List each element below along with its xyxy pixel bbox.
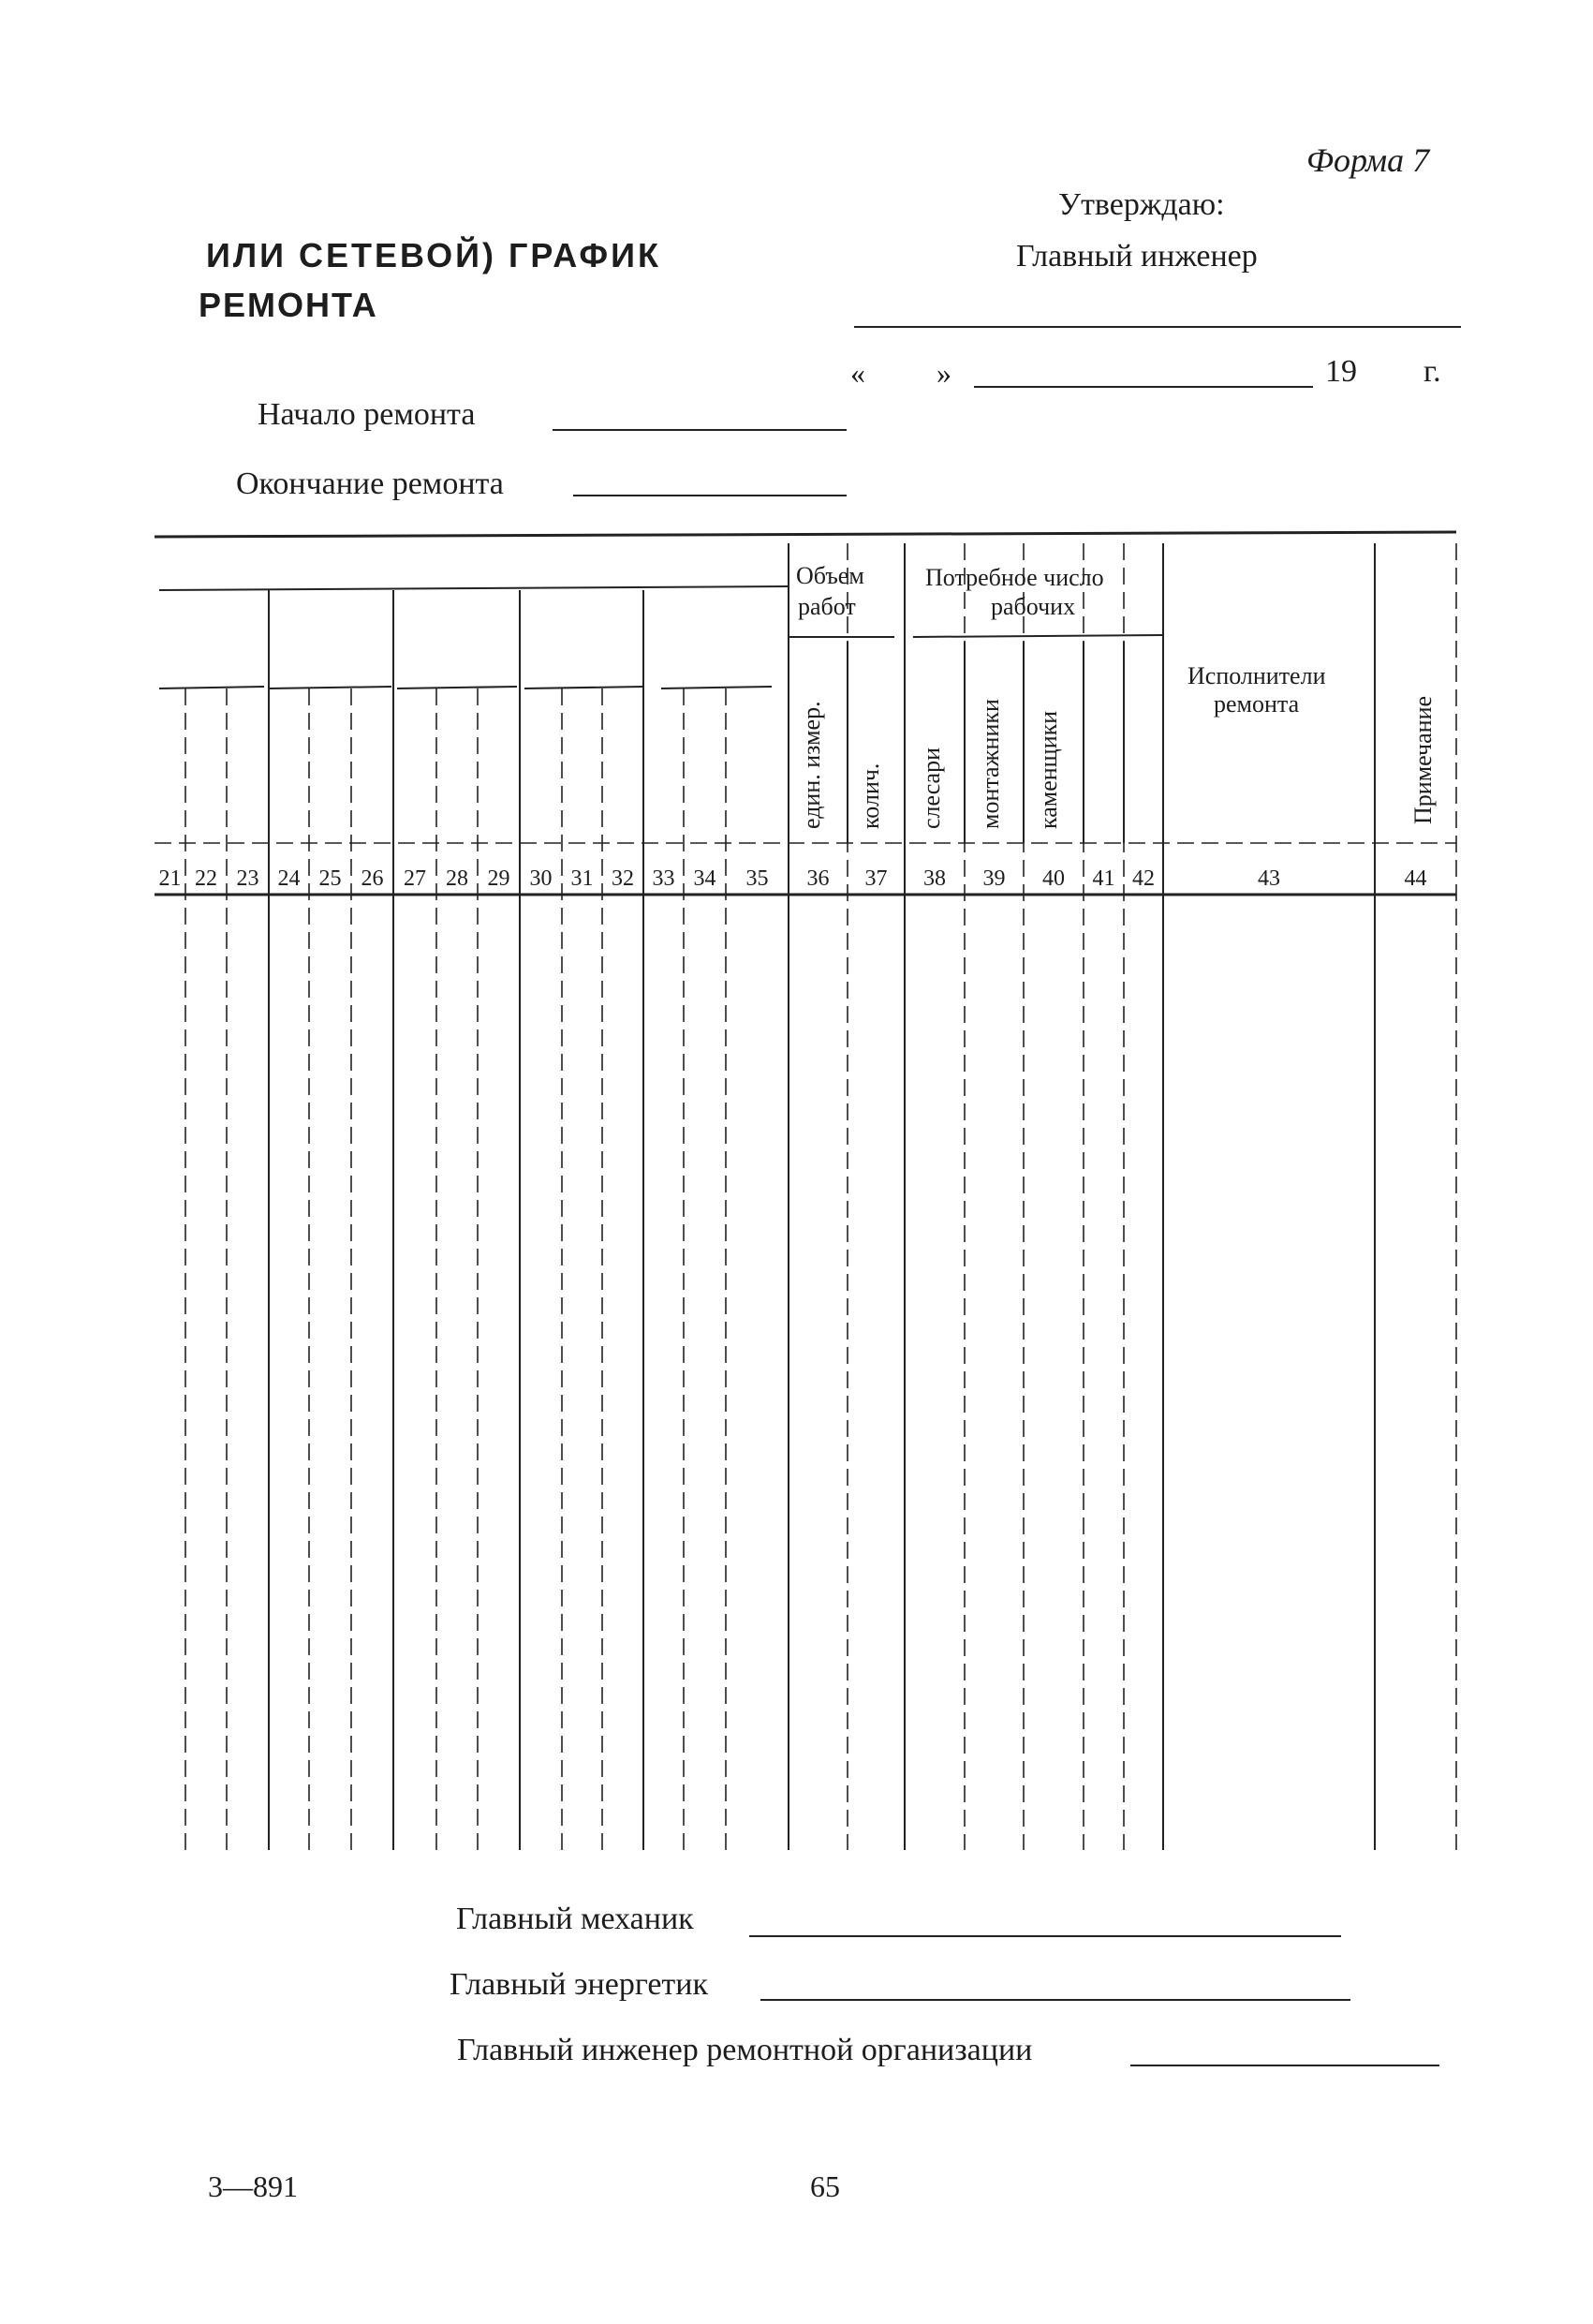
page-number: 65 — [810, 2169, 840, 2203]
column-numbers — [159, 866, 1427, 891]
column-number: 23 — [236, 866, 259, 891]
chief-power-engineer-label: Главный энергетик — [450, 1967, 708, 2002]
column-number: 21 — [158, 866, 182, 891]
document-title-line1: ИЛИ СЕТЕВОЙ) ГРАФИК — [206, 236, 661, 274]
column-number: 27 — [404, 866, 426, 891]
header-segment — [270, 687, 391, 688]
chief-mechanic-line — [749, 1935, 1341, 1937]
chief-repair-engineer-label: Главный инженер ремонтной организации — [457, 2033, 1033, 2067]
column-number: 44 — [1404, 866, 1427, 891]
form-label: Форма 7 — [1306, 141, 1430, 179]
column-number: 25 — [318, 866, 342, 891]
column-number: 35 — [745, 866, 769, 891]
col-installers-label: монтажники — [977, 699, 1004, 829]
chief-mechanic-label: Главный механик — [456, 1902, 694, 1936]
approve-label: Утверждаю: — [1058, 187, 1225, 222]
column-number: 40 — [1042, 866, 1065, 891]
column-number: 30 — [529, 866, 553, 891]
header-segment — [661, 687, 772, 688]
column-number: 36 — [806, 866, 830, 891]
executors-header-word1: Исполнители — [1187, 662, 1326, 689]
repair-start-label: Начало ремонта — [258, 397, 476, 432]
table-top-border — [155, 532, 1456, 537]
column-number: 34 — [693, 866, 716, 891]
col-fitters-label: слесари — [918, 747, 945, 829]
col-qty-label: колич. — [857, 762, 884, 829]
column-number: 26 — [361, 866, 384, 891]
column-number: 43 — [1258, 866, 1280, 891]
header-segment — [524, 687, 644, 688]
volume-header-word1: Объем — [796, 562, 864, 589]
col-unit-label: един. измер. — [798, 701, 825, 829]
chief-engineer-label: Главный инженер — [1016, 239, 1258, 274]
column-number: 42 — [1132, 866, 1155, 891]
workers-header-rule — [913, 635, 1163, 637]
col-note-label: Примечание — [1409, 695, 1437, 824]
column-number: 22 — [195, 866, 217, 891]
year-prefix: 19 — [1325, 354, 1357, 389]
footer-doc-code: 3—891 — [208, 2169, 298, 2203]
year-suffix: г. — [1423, 354, 1441, 389]
repair-end-label: Окончание ремонта — [236, 466, 504, 501]
column-number: 32 — [612, 866, 634, 891]
column-number: 24 — [277, 866, 301, 891]
executors-header-word2: ремонта — [1214, 690, 1300, 718]
workers-header-word1: Потребное число — [925, 564, 1104, 591]
volume-header-word2: работ — [798, 593, 856, 620]
column-number: 28 — [446, 866, 468, 891]
column-number: 37 — [864, 866, 888, 891]
column-number: 39 — [982, 866, 1006, 891]
date-quote-close: » — [937, 356, 951, 390]
workers-header-word2: рабочих — [991, 593, 1076, 620]
date-quote-open: « — [850, 356, 865, 390]
document-title-line2: РЕМОНТА — [199, 286, 378, 324]
header-segment — [397, 687, 517, 688]
column-number: 31 — [570, 866, 594, 891]
column-number: 29 — [487, 866, 510, 891]
chief-repair-engineer-line — [1130, 2065, 1439, 2066]
header-rule-left — [159, 586, 789, 590]
column-number: 33 — [652, 866, 675, 891]
col-masons-label: каменщики — [1035, 710, 1062, 829]
column-number: 38 — [923, 866, 946, 891]
column-number: 41 — [1092, 866, 1115, 891]
header-segment — [159, 687, 264, 688]
chief-power-engineer-line — [760, 1999, 1350, 2001]
